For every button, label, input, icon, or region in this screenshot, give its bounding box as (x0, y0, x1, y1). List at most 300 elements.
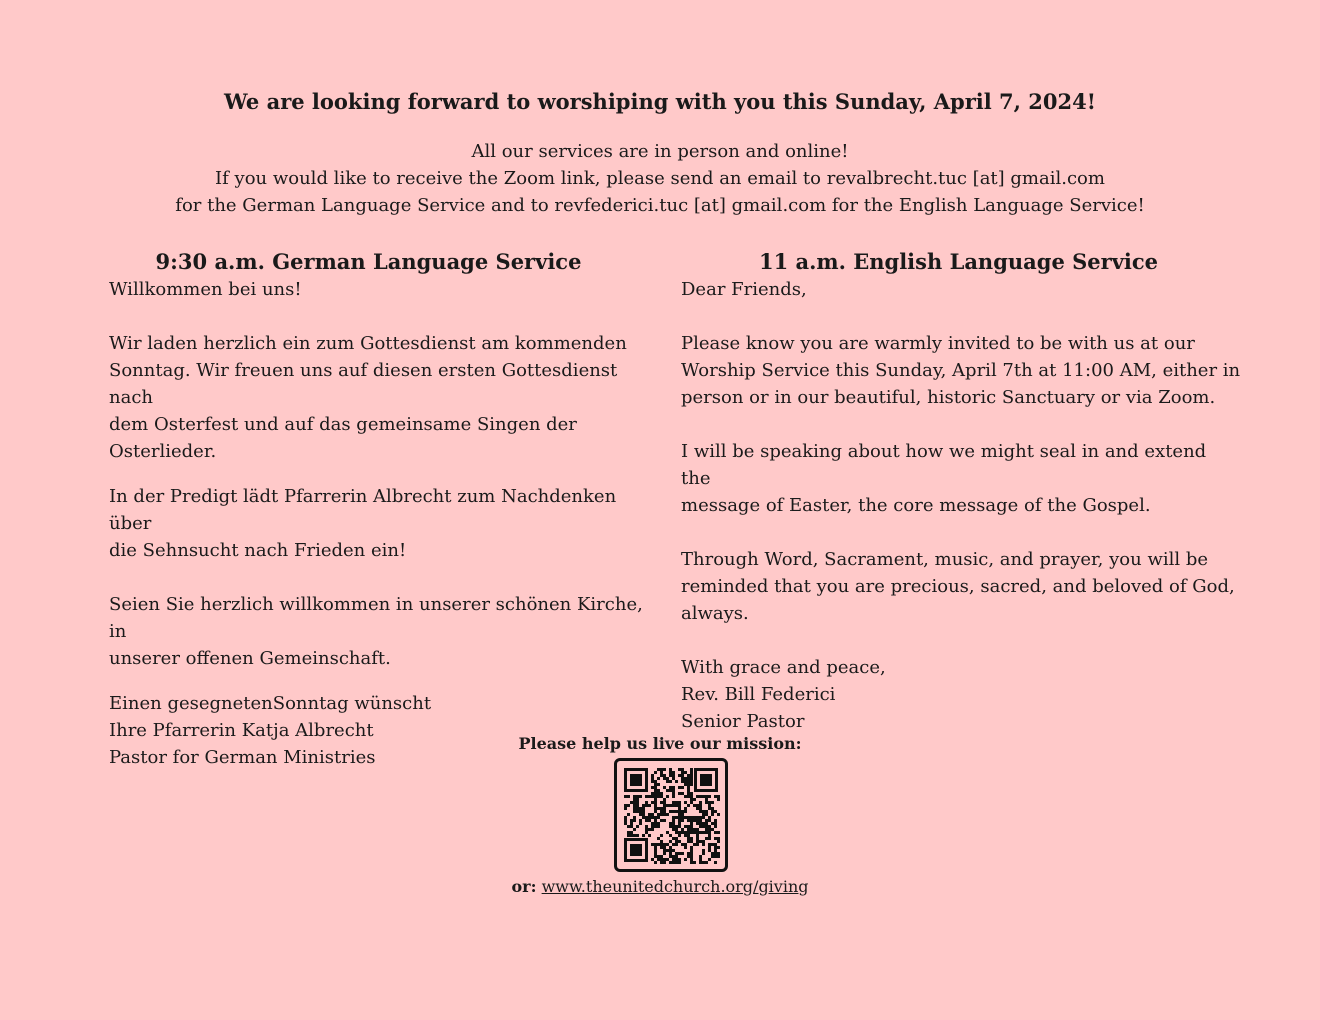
qr-module (711, 822, 714, 825)
qr-code-icon (622, 766, 720, 864)
qr-module (714, 819, 717, 822)
qr-module (627, 813, 630, 816)
qr-module (645, 819, 648, 822)
qr-module (654, 819, 657, 822)
qr-module (657, 855, 660, 858)
english-p2-line: I will be speaking about how we might seal in and extend the (681, 441, 1207, 489)
qr-module (708, 837, 711, 840)
qr-module (675, 861, 678, 864)
qr-module (672, 825, 675, 828)
qr-module (660, 861, 663, 864)
german-paragraph-2 (109, 483, 664, 564)
qr-module (717, 798, 720, 801)
qr-module (663, 852, 666, 855)
qr-module (705, 822, 708, 825)
qr-module (681, 819, 684, 822)
qr-module (684, 780, 687, 783)
qr-module (678, 792, 681, 795)
giving-qr-code[interactable] (614, 758, 728, 872)
qr-module (672, 822, 675, 825)
qr-module (708, 831, 711, 834)
qr-module (717, 837, 720, 840)
german-paragraph-3 (109, 591, 664, 672)
qr-module (678, 813, 681, 816)
intro-block (0, 138, 1320, 219)
qr-module (678, 819, 681, 822)
qr-module (654, 780, 657, 783)
qr-module (687, 831, 690, 834)
qr-module (642, 834, 645, 837)
english-paragraph-1 (681, 330, 1241, 411)
qr-module (681, 813, 684, 816)
qr-module (639, 795, 642, 798)
qr-module (672, 771, 675, 774)
english-paragraph-3 (681, 546, 1241, 627)
qr-module (666, 780, 669, 783)
qr-module (660, 843, 663, 846)
qr-module (675, 810, 678, 813)
english-p3-line: always. (681, 603, 749, 624)
qr-module (627, 834, 630, 837)
qr-module (699, 858, 702, 861)
qr-module (651, 816, 654, 819)
qr-module (666, 804, 669, 807)
qr-module (663, 804, 666, 807)
qr-module (669, 774, 672, 777)
qr-module (690, 855, 693, 858)
english-p3-line: reminded that you are precious, sacred, and beloved of God, (681, 576, 1235, 597)
qr-module (657, 783, 660, 786)
qr-module (690, 780, 693, 783)
qr-module (699, 840, 702, 843)
qr-module (696, 816, 699, 819)
german-signature (109, 690, 664, 771)
qr-module (699, 810, 702, 813)
qr-module (678, 861, 681, 864)
qr-module (642, 807, 645, 810)
qr-module (645, 795, 648, 798)
qr-module (669, 861, 672, 864)
qr-module (645, 831, 648, 834)
qr-module (654, 810, 657, 813)
qr-module (660, 801, 663, 804)
qr-module (690, 849, 693, 852)
german-p1-line: Sonntag. Wir freuen uns auf diesen ersten Gottesdienst nach (109, 360, 618, 408)
qr-module (675, 837, 678, 840)
qr-module (663, 807, 666, 810)
qr-module (681, 843, 684, 846)
qr-module (714, 855, 717, 858)
qr-module (672, 801, 675, 804)
qr-module (714, 846, 717, 849)
qr-module (654, 843, 657, 846)
qr-module (675, 780, 678, 783)
english-greeting: Dear Friends, (681, 279, 807, 300)
qr-module (684, 843, 687, 846)
qr-module (669, 780, 672, 783)
qr-module (654, 822, 657, 825)
qr-module (690, 798, 693, 801)
qr-module (690, 771, 693, 774)
giving-line (0, 876, 1320, 898)
qr-module (681, 810, 684, 813)
qr-module (681, 768, 684, 771)
qr-module (633, 816, 636, 819)
mission-label: Please help us live our mission: (518, 734, 802, 753)
qr-module (663, 846, 666, 849)
qr-module (651, 786, 654, 789)
qr-module (708, 819, 711, 822)
qr-module (687, 837, 690, 840)
qr-module (717, 840, 720, 843)
qr-module (699, 822, 702, 825)
qr-module (645, 804, 648, 807)
qr-module (690, 795, 693, 798)
qr-module (654, 816, 657, 819)
qr-module (663, 819, 666, 822)
qr-module (669, 768, 672, 771)
qr-module (660, 813, 663, 816)
qr-module (678, 810, 681, 813)
qr-module (705, 831, 708, 834)
qr-module (672, 795, 675, 798)
qr-module (714, 831, 717, 834)
qr-module (708, 795, 711, 798)
giving-link[interactable]: www.theunitedchurch.org/giving (541, 877, 809, 896)
page-headline: We are looking forward to worshiping with you this Sunday, April 7, 2024! (224, 89, 1096, 114)
qr-module (657, 858, 660, 861)
qr-module (690, 777, 693, 780)
qr-module (717, 831, 720, 834)
qr-module (657, 795, 660, 798)
qr-module (699, 816, 702, 819)
qr-module (636, 804, 639, 807)
qr-module (666, 843, 669, 846)
qr-module (672, 792, 675, 795)
qr-module (654, 825, 657, 828)
qr-module (660, 795, 663, 798)
qr-module (696, 807, 699, 810)
german-p3-line: Seien Sie herzlich willkommen in unserer schönen Kirche, in (109, 594, 643, 642)
english-p1-line: Worship Service this Sunday, April 7th at 11:00 AM, either in (681, 360, 1241, 381)
qr-module (690, 774, 693, 777)
qr-module (687, 825, 690, 828)
german-p3-line: unserer offenen Gemeinschaft. (109, 648, 391, 669)
qr-module (705, 825, 708, 828)
qr-module (651, 774, 654, 777)
qr-module (648, 834, 651, 837)
qr-module (702, 795, 705, 798)
qr-module (636, 807, 639, 810)
qr-module (672, 810, 675, 813)
qr-module (693, 861, 696, 864)
qr-module (675, 831, 678, 834)
qr-module (693, 828, 696, 831)
qr-module (624, 819, 627, 822)
qr-module (699, 807, 702, 810)
qr-module (684, 810, 687, 813)
qr-module (690, 846, 693, 849)
qr-module (645, 828, 648, 831)
qr-module (672, 819, 675, 822)
qr-module (654, 846, 657, 849)
qr-module (681, 780, 684, 783)
qr-module (672, 843, 675, 846)
qr-module (693, 831, 696, 834)
qr-module (675, 855, 678, 858)
qr-module (693, 798, 696, 801)
qr-module (681, 831, 684, 834)
qr-module (699, 831, 702, 834)
qr-module (651, 795, 654, 798)
qr-module (711, 828, 714, 831)
qr-module (702, 861, 705, 864)
qr-module (684, 846, 687, 849)
qr-module (687, 795, 690, 798)
qr-module (648, 813, 651, 816)
qr-module (687, 777, 690, 780)
qr-module (666, 795, 669, 798)
qr-module (705, 795, 708, 798)
qr-module (642, 816, 645, 819)
qr-module (708, 801, 711, 804)
qr-module (690, 825, 693, 828)
qr-module (666, 789, 669, 792)
qr-module (705, 810, 708, 813)
qr-module (654, 804, 657, 807)
qr-module (678, 822, 681, 825)
qr-module (633, 801, 636, 804)
qr-module (690, 801, 693, 804)
qr-module (702, 843, 705, 846)
qr-module (678, 816, 681, 819)
qr-module (672, 804, 675, 807)
qr-module (702, 852, 705, 855)
giving-or-label: or: (511, 877, 537, 896)
qr-module (705, 861, 708, 864)
qr-module (705, 801, 708, 804)
qr-module (669, 840, 672, 843)
qr-module (663, 861, 666, 864)
qr-module (660, 819, 663, 822)
qr-module (669, 852, 672, 855)
german-service-column (109, 248, 664, 771)
qr-module (699, 819, 702, 822)
qr-module (711, 807, 714, 810)
qr-module (654, 849, 657, 852)
qr-module (660, 768, 663, 771)
qr-module (630, 801, 633, 804)
qr-module (675, 840, 678, 843)
qr-module (681, 774, 684, 777)
qr-module (702, 822, 705, 825)
qr-module (654, 783, 657, 786)
qr-module (684, 816, 687, 819)
qr-module (681, 852, 684, 855)
qr-module (690, 861, 693, 864)
qr-module (666, 849, 669, 852)
qr-module (696, 822, 699, 825)
qr-module (654, 807, 657, 810)
qr-module (696, 819, 699, 822)
qr-module (702, 825, 705, 828)
qr-module (666, 813, 669, 816)
qr-module (651, 777, 654, 780)
qr-module (687, 819, 690, 822)
qr-module (687, 783, 690, 786)
qr-module (684, 858, 687, 861)
qr-module (690, 837, 693, 840)
qr-module (681, 771, 684, 774)
qr-module (651, 858, 654, 861)
qr-module (672, 858, 675, 861)
qr-module (681, 828, 684, 831)
qr-module (663, 774, 666, 777)
qr-module (675, 816, 678, 819)
qr-module (684, 801, 687, 804)
qr-module (654, 795, 657, 798)
qr-module (678, 834, 681, 837)
qr-module (657, 813, 660, 816)
qr-module (696, 831, 699, 834)
english-service-column (681, 248, 1241, 735)
qr-module (657, 843, 660, 846)
qr-module (654, 852, 657, 855)
qr-module (708, 828, 711, 831)
qr-module (660, 858, 663, 861)
qr-module (660, 774, 663, 777)
qr-module (660, 810, 663, 813)
qr-module (693, 843, 696, 846)
english-paragraph-2 (681, 438, 1241, 519)
qr-module (645, 825, 648, 828)
qr-module (690, 840, 693, 843)
qr-module (699, 801, 702, 804)
qr-module (651, 801, 654, 804)
qr-module (672, 777, 675, 780)
qr-module (714, 795, 717, 798)
qr-module (696, 843, 699, 846)
qr-module (660, 807, 663, 810)
qr-module (669, 789, 672, 792)
qr-module (660, 855, 663, 858)
qr-module (666, 777, 669, 780)
qr-module (660, 840, 663, 843)
qr-module (690, 852, 693, 855)
qr-module (654, 771, 657, 774)
qr-module (633, 828, 636, 831)
qr-module (687, 852, 690, 855)
qr-module (672, 861, 675, 864)
qr-module (675, 843, 678, 846)
qr-module (663, 798, 666, 801)
qr-module (648, 816, 651, 819)
qr-module (663, 801, 666, 804)
qr-module (687, 774, 690, 777)
qr-module (678, 825, 681, 828)
qr-module (678, 774, 681, 777)
german-p1-line: dem Osterfest und auf das gemeinsame Singen der (109, 414, 577, 435)
qr-module (669, 834, 672, 837)
qr-module (684, 807, 687, 810)
qr-module (663, 813, 666, 816)
qr-module (630, 834, 633, 837)
qr-module (657, 825, 660, 828)
qr-module (639, 819, 642, 822)
german-sign-line: Einen gesegnetenSonntag wünscht (109, 693, 432, 714)
qr-module (681, 816, 684, 819)
qr-module (711, 810, 714, 813)
qr-module (711, 855, 714, 858)
qr-module (678, 852, 681, 855)
qr-module (687, 789, 690, 792)
qr-module (651, 843, 654, 846)
qr-module (624, 807, 627, 810)
qr-module (630, 825, 633, 828)
qr-module (684, 834, 687, 837)
qr-module (708, 816, 711, 819)
english-p3-line: Through Word, Sacrament, music, and prayer, you will be (681, 549, 1209, 570)
qr-module (687, 855, 690, 858)
qr-module (699, 795, 702, 798)
qr-module (690, 822, 693, 825)
german-sign-line: Pastor for German Ministries (109, 747, 376, 768)
qr-module (624, 804, 627, 807)
qr-module (633, 795, 636, 798)
qr-module (681, 777, 684, 780)
qr-module (708, 825, 711, 828)
qr-module (684, 783, 687, 786)
qr-module (660, 834, 663, 837)
german-sign-line: Ihre Pfarrerin Katja Albrecht (109, 720, 374, 741)
qr-module (657, 792, 660, 795)
german-p1-line: Osterlieder. (109, 441, 217, 462)
qr-module (654, 792, 657, 795)
qr-module (654, 861, 657, 864)
qr-module (672, 789, 675, 792)
qr-module (684, 795, 687, 798)
qr-module (624, 816, 627, 819)
qr-module (687, 840, 690, 843)
qr-module (639, 807, 642, 810)
qr-module (696, 828, 699, 831)
qr-module (639, 822, 642, 825)
qr-module (624, 822, 627, 825)
qr-module (699, 861, 702, 864)
qr-module (708, 804, 711, 807)
qr-module (633, 804, 636, 807)
qr-module (684, 777, 687, 780)
qr-module (672, 855, 675, 858)
qr-module (624, 795, 627, 798)
qr-module (666, 858, 669, 861)
german-p2-line: die Sehnsucht nach Frieden ein! (109, 540, 407, 561)
qr-module (708, 858, 711, 861)
qr-module (636, 801, 639, 804)
qr-module (714, 825, 717, 828)
qr-module (627, 831, 630, 834)
qr-module (627, 795, 630, 798)
qr-module (687, 816, 690, 819)
qr-module (672, 849, 675, 852)
qr-module (651, 792, 654, 795)
qr-module (717, 855, 720, 858)
qr-module (648, 819, 651, 822)
intro-line-1: All our services are in person and online! (471, 141, 849, 162)
qr-module (663, 843, 666, 846)
qr-module (696, 795, 699, 798)
qr-module (675, 852, 678, 855)
